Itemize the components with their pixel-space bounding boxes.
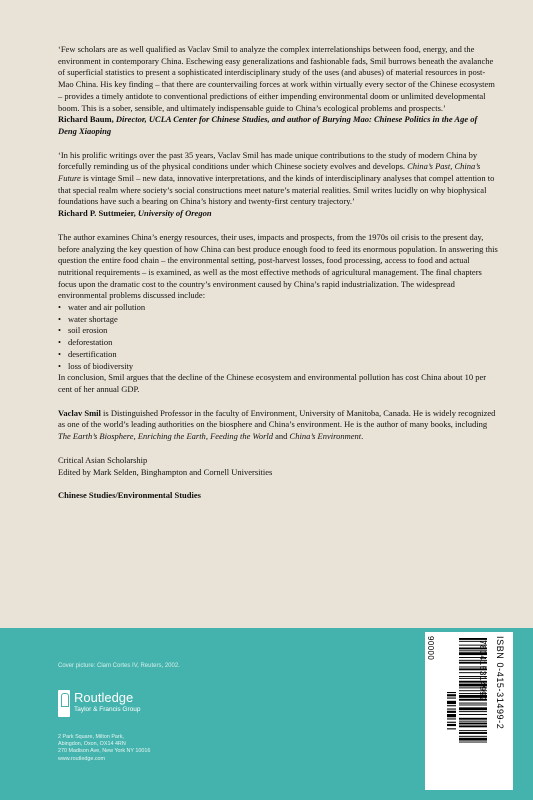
problems-list <box>58 302 498 372</box>
publisher-name: Routledge <box>74 690 134 705</box>
barcode-bar <box>459 723 487 725</box>
addon-barcode-bar <box>447 705 456 706</box>
address-line: www.routledge.com <box>58 755 106 762</box>
list-item: • desertification <box>58 349 498 361</box>
quote-baum-name: Richard Baum, <box>58 114 114 125</box>
book-title: Feeding the World <box>210 431 274 442</box>
quote-suttmeier <box>58 150 498 209</box>
book-title: Enriching the Earth <box>137 431 206 442</box>
quote-suttmeier-book-title: China’s Past, China’s Future <box>58 161 481 184</box>
separator: , <box>205 431 211 442</box>
list-item: • deforestation <box>58 337 498 349</box>
routledge-logo <box>58 690 188 720</box>
book-title: The Earth’s Biosphere <box>58 431 134 442</box>
addon-barcode-bar <box>447 701 456 704</box>
quote-baum-affiliation: Director, UCLA Center for Chinese Studies, and author of Burying Mao: Chinese Politics in the Age of Deng Xiaoping <box>58 114 478 136</box>
author-bio-text: is Distinguished Professor in the faculty of Environment, University of Manitoba, Canada. He is widely recognized as one of the world’s leading authorities on the biosphere and China’s environment. He is the author of many books, including <box>58 407 496 430</box>
list-item: • soil erosion <box>58 325 498 337</box>
series-editor: Edited by Mark Selden, Binghampton and Cornell Universities <box>58 466 273 477</box>
barcode-bar <box>459 736 487 737</box>
quote-suttmeier-part1: ‘In his prolific writings over the past 35 years, Vaclav Smil has made unique contributions to the study of modern China by forcefully reminding us of the physical conditions under which Chinese society evolves and develops. <box>58 149 478 172</box>
barcode-bar <box>459 730 487 731</box>
cover-credit: Cover picture: Clam Cortes IV, Reuters, 2002. <box>58 663 180 669</box>
barcode-bar <box>459 711 487 712</box>
price-code: 90000 <box>426 636 435 661</box>
addon-barcode-bar <box>447 692 456 693</box>
barcode-bar <box>459 721 487 722</box>
addon-barcode-bar <box>447 728 456 729</box>
series-name: Critical Asian Scholarship <box>58 454 148 465</box>
quote-suttmeier-attribution <box>58 208 498 220</box>
separator: . <box>361 431 364 442</box>
quote-suttmeier-name: Richard P. Suttmeier, <box>58 208 136 219</box>
author-bio <box>58 408 498 443</box>
addon-barcode-bar <box>447 698 456 699</box>
description-conclusion: In conclusion, Smil argues that the decline of the Chinese ecosystem and environmental pollution has cost China about 10 per cent of her annual GDP. <box>58 372 487 394</box>
barcode-bar <box>459 738 487 741</box>
barcode-bar <box>459 732 487 734</box>
ean-digits: 780415314992 <box>478 640 488 702</box>
barcode-bar <box>459 742 487 743</box>
blurb-area <box>58 44 498 502</box>
separator: and <box>273 431 290 442</box>
publisher-subtitle: Taylor & Francis Group <box>74 706 141 713</box>
barcode <box>425 632 513 790</box>
quote-suttmeier-part2: is vintage Smil – new data, innovative interpretations, and the kinds of interdisciplinary analyses that compel attention to that special realm where society’s social constructions meet nature’s material realities. Smil writes lucidly on why biophysical foundations have such a bearing on China’s history and twenty-first century trajectory.’ <box>58 173 495 207</box>
barcode-bar <box>459 714 487 715</box>
book-title: China’s Environment <box>289 431 362 442</box>
quote-baum-attribution <box>58 114 498 137</box>
routledge-r-icon <box>58 690 70 717</box>
address-line: Abingdon, Oxon, OX14 4RN <box>58 741 126 748</box>
list-item: • loss of biodiversity <box>58 361 498 373</box>
quote-baum: ‘Few scholars are as well qualified as Vaclav Smil to analyze the complex interrelationships between food, energy, and the environment in contemporary China. Eschewing easy generalizations and fashionable fads, Smil burrows beneath the avalanche of superficial statistics to present a sophisticated interdisciplinary study of the uses (and abuses) of material resources in post-Mao China. His key finding – that there are countervailing forces at work within virtually every sector of the Chinese ecosystem – provides a timely antidote to conventional predictions of either impending environmental doom or unlimited developmental boom. This is a sober, sensible, and ultimately indispensable guide to China’s ecological problems and prospects.’ <box>58 44 495 113</box>
separator: , <box>133 431 138 442</box>
list-item: • water and air pollution <box>58 302 498 314</box>
address-line: 2 Park Square, Milton Park, <box>58 734 124 740</box>
addon-barcode-bar <box>447 711 456 713</box>
addon-barcode-bar <box>447 718 456 719</box>
barcode-bar <box>459 718 487 720</box>
list-item: • water shortage <box>58 314 498 326</box>
barcode-bar <box>459 705 487 706</box>
addon-barcode-bar <box>447 722 456 723</box>
barcode-bar <box>459 707 487 710</box>
addon-barcode-bar <box>447 694 456 696</box>
addon-barcode-bar <box>447 714 456 717</box>
barcode-bar <box>459 725 487 727</box>
subject-category: Chinese Studies/Environmental Studies <box>58 490 201 501</box>
addon-barcode-bar <box>447 709 456 710</box>
barcode-bar <box>459 703 487 704</box>
addon-barcode-bar <box>447 724 456 726</box>
author-name: Vaclav Smil <box>58 407 101 418</box>
quote-suttmeier-affiliation: University of Oregon <box>137 208 212 219</box>
address-line: 270 Madison Ave, New York NY 10016 <box>58 748 151 755</box>
publisher-address <box>58 734 150 763</box>
book-description: The author examines China’s energy resources, their uses, impacts and prospects, from the 1970s oil crisis to the present day, before analyzing the key question of how China can best produce enough food to feed its enormous population. In answering this question the entire food chain – the environmental setting, post-harvest losses, food processing, access to food and actual nutritional requirements – is examined, as well as the most effective methods of agricultural management. The final chapters focus upon the dramatic cost to the country’s environment caused by China’s rapid industrialization. The widespread environmental problems discussed include: <box>58 231 498 301</box>
isbn-text: ISBN 0-415-31499-2 <box>495 636 505 730</box>
